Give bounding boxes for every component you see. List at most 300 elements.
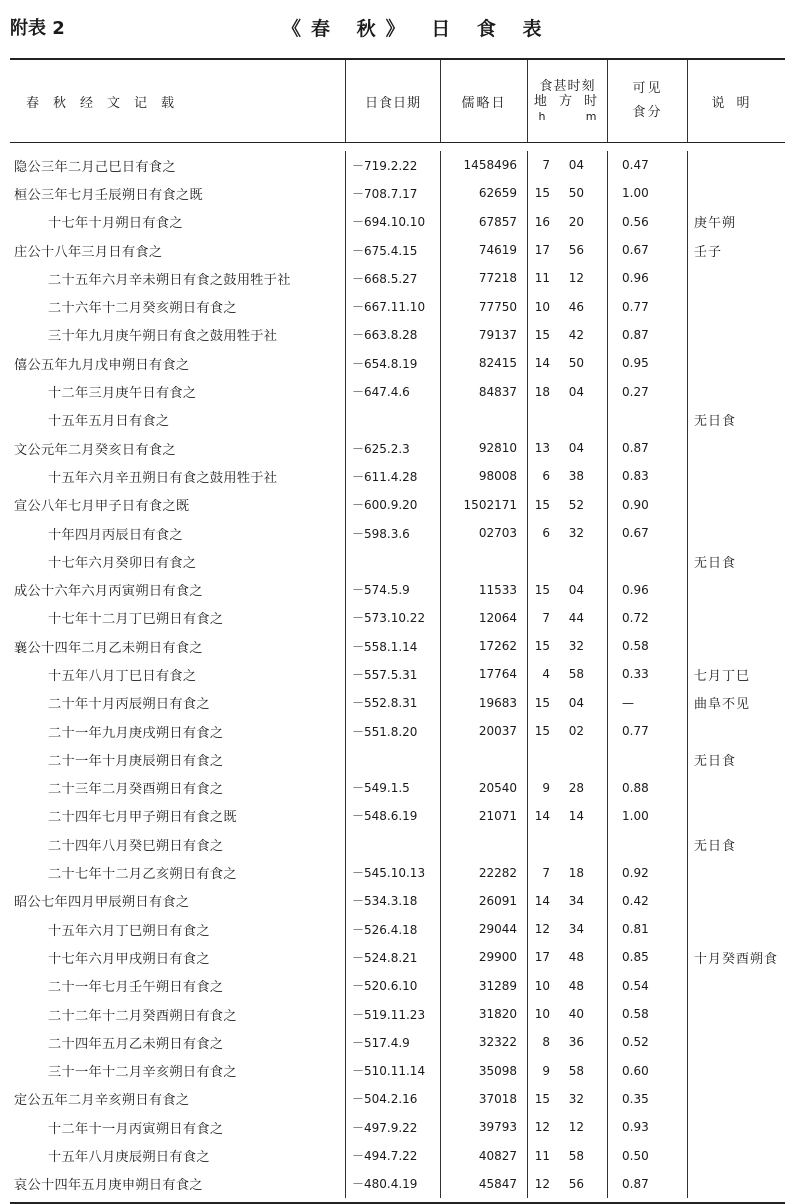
local-time-minute: 12 <box>568 271 584 286</box>
eclipse-table <box>10 58 785 1204</box>
record-text: 二十二年十二月癸酉朔日有食之 <box>48 1008 237 1024</box>
record-text: 十二年三月庚午日有食之 <box>48 386 197 402</box>
julian-day: 32322 <box>440 1028 527 1056</box>
table-row <box>10 1141 785 1169</box>
magnitude: 0.85 <box>607 943 687 971</box>
eclipse-date: －526.4.18 <box>345 915 440 943</box>
local-time-minute: 04 <box>568 695 584 710</box>
magnitude: 0.33 <box>607 660 687 688</box>
julian-day <box>440 745 527 773</box>
magnitude: 0.58 <box>607 632 687 660</box>
local-time-hour: 13 <box>534 441 550 456</box>
local-time-hour: 14 <box>534 893 550 908</box>
table-row <box>10 519 785 547</box>
note <box>687 377 785 405</box>
magnitude: 0.47 <box>607 151 687 179</box>
local-time-minute: 58 <box>568 1063 584 1078</box>
table-row <box>10 943 785 971</box>
eclipse-date: －574.5.9 <box>345 575 440 603</box>
eclipse-date: －558.1.14 <box>345 632 440 660</box>
eclipse-date: －719.2.22 <box>345 151 440 179</box>
local-time-hour: 15 <box>534 724 550 739</box>
table-row <box>10 236 785 264</box>
table-row <box>10 462 785 490</box>
record-text: 十七年十二月丁巳朔日有食之 <box>48 612 224 628</box>
magnitude: 0.96 <box>607 264 687 292</box>
local-time <box>527 1085 607 1113</box>
eclipse-date: －573.10.22 <box>345 604 440 632</box>
eclipse-date: －480.4.19 <box>345 1170 440 1198</box>
julian-day: 22282 <box>440 858 527 886</box>
local-time <box>527 1028 607 1056</box>
eclipse-date: －519.11.23 <box>345 1000 440 1028</box>
local-time-hour: 16 <box>534 214 550 229</box>
magnitude: 0.87 <box>607 434 687 462</box>
record-text: 二十七年十二月乙亥朔日有食之 <box>48 867 237 883</box>
note <box>687 349 785 377</box>
local-time-minute: 52 <box>568 497 584 512</box>
table-row <box>10 179 785 207</box>
julian-day: 19683 <box>440 689 527 717</box>
local-time <box>527 321 607 349</box>
local-time-hour: 9 <box>542 1063 550 1078</box>
note: 壬子 <box>687 236 785 264</box>
julian-day: 02703 <box>440 519 527 547</box>
eclipse-date <box>345 830 440 858</box>
local-time-hour: 15 <box>534 695 550 710</box>
magnitude: 1.00 <box>607 179 687 207</box>
local-time-hour: 10 <box>534 1007 550 1022</box>
julian-day: 98008 <box>440 462 527 490</box>
eclipse-date: －504.2.16 <box>345 1085 440 1113</box>
julian-day: 67857 <box>440 208 527 236</box>
record-text: 文公元年二月癸亥日有食之 <box>14 442 176 458</box>
local-time-hour: 7 <box>542 158 550 173</box>
record-text: 二十三年二月癸酉朔日有食之 <box>48 782 224 798</box>
local-time <box>527 547 607 575</box>
table-body <box>10 143 785 1202</box>
record-text: 十五年五月日有食之 <box>48 414 170 430</box>
eclipse-date: －654.8.19 <box>345 349 440 377</box>
table-row <box>10 349 785 377</box>
julian-day: 17262 <box>440 632 527 660</box>
magnitude: 1.00 <box>607 802 687 830</box>
record-text: 十七年六月甲戌朔日有食之 <box>48 951 210 967</box>
magnitude: 0.96 <box>607 575 687 603</box>
header-time-line1: 食甚时刻 <box>539 78 596 94</box>
local-time-hour: 12 <box>534 1120 550 1135</box>
eclipse-date: －524.8.21 <box>345 943 440 971</box>
note: 无日食 <box>687 745 785 773</box>
record-text: 襄公十四年二月乙未朔日有食之 <box>14 640 203 656</box>
local-time <box>527 264 607 292</box>
julian-day: 79137 <box>440 321 527 349</box>
table-row <box>10 208 785 236</box>
local-time-minute: 58 <box>568 667 584 682</box>
table-row <box>10 406 785 434</box>
magnitude: 0.58 <box>607 1000 687 1028</box>
table-row <box>10 1057 785 1085</box>
record-text: 哀公十四年五月庚申朔日有食之 <box>14 1178 203 1194</box>
eclipse-date: －549.1.5 <box>345 774 440 802</box>
local-time <box>527 689 607 717</box>
local-time <box>527 632 607 660</box>
note <box>687 604 785 632</box>
local-time-minute: 18 <box>568 865 584 880</box>
julian-day <box>440 547 527 575</box>
local-time-hour: 17 <box>534 950 550 965</box>
record-text: 庄公十八年三月日有食之 <box>14 244 163 260</box>
record-text: 二十年十月丙辰朔日有食之 <box>48 697 210 713</box>
julian-day: 40827 <box>440 1141 527 1169</box>
note: 曲阜不见 <box>687 689 785 717</box>
record-text: 二十一年九月庚戌朔日有食之 <box>48 725 224 741</box>
magnitude: 0.52 <box>607 1028 687 1056</box>
local-time-minute: 04 <box>568 441 584 456</box>
local-time-hour: 8 <box>542 1035 550 1050</box>
table-row <box>10 1000 785 1028</box>
local-time-minute: 32 <box>568 526 584 540</box>
eclipse-date: －557.5.31 <box>345 660 440 688</box>
magnitude: — <box>607 689 687 717</box>
appendix-label: 附表 2 <box>10 18 65 39</box>
julian-day: 84837 <box>440 377 527 405</box>
table-header <box>10 60 785 143</box>
julian-day: 82415 <box>440 349 527 377</box>
julian-day: 74619 <box>440 236 527 264</box>
header-mag-line2: 食分 <box>632 105 663 120</box>
local-time <box>527 179 607 207</box>
local-time-minute: 34 <box>568 922 584 937</box>
magnitude <box>607 745 687 773</box>
local-time <box>527 858 607 886</box>
magnitude: 0.27 <box>607 377 687 405</box>
local-time-minute: 50 <box>568 356 584 371</box>
record-text: 宣公八年七月甲子日有食之既 <box>14 499 190 515</box>
eclipse-date: －517.4.9 <box>345 1028 440 1056</box>
local-time <box>527 972 607 1000</box>
magnitude: 0.93 <box>607 1113 687 1141</box>
local-time-hour: 15 <box>534 639 550 654</box>
record-text: 十七年十月朔日有食之 <box>48 216 183 232</box>
local-time-hour: 10 <box>534 299 550 314</box>
julian-day: 31289 <box>440 972 527 1000</box>
local-time <box>527 462 607 490</box>
record-text: 十五年六月辛丑朔日有食之鼓用牲于社 <box>48 470 278 486</box>
eclipse-date: －494.7.22 <box>345 1141 440 1169</box>
local-time-minute: 40 <box>568 1007 584 1022</box>
magnitude: 0.90 <box>607 491 687 519</box>
record-text: 定公五年二月辛亥朔日有食之 <box>14 1093 190 1109</box>
table-row <box>10 830 785 858</box>
local-time <box>527 745 607 773</box>
local-time-minute: 32 <box>568 1091 584 1106</box>
magnitude <box>607 406 687 434</box>
note <box>687 1113 785 1141</box>
eclipse-date: －510.11.14 <box>345 1057 440 1085</box>
header-time-m: m <box>585 109 597 123</box>
eclipse-date: －551.8.20 <box>345 717 440 745</box>
local-time <box>527 292 607 320</box>
eclipse-date <box>345 547 440 575</box>
magnitude: 0.87 <box>607 321 687 349</box>
magnitude: 0.77 <box>607 292 687 320</box>
record-text: 二十六年十二月癸亥朔日有食之 <box>48 301 237 317</box>
julian-day <box>440 406 527 434</box>
note <box>687 972 785 1000</box>
local-time-minute: 46 <box>568 299 584 314</box>
eclipse-date: －647.4.6 <box>345 377 440 405</box>
local-time-minute: 58 <box>568 1148 584 1163</box>
eclipse-date: －497.9.22 <box>345 1113 440 1141</box>
note <box>687 1141 785 1169</box>
magnitude: 0.50 <box>607 1141 687 1169</box>
local-time-hour: 4 <box>542 667 550 682</box>
local-time <box>527 830 607 858</box>
note <box>687 802 785 830</box>
magnitude: 0.88 <box>607 774 687 802</box>
table-row <box>10 689 785 717</box>
julian-day: 29900 <box>440 943 527 971</box>
note <box>687 179 785 207</box>
record-text: 十二年十一月丙寅朔日有食之 <box>48 1121 224 1137</box>
local-time-minute: 44 <box>568 610 584 625</box>
magnitude: 0.60 <box>607 1057 687 1085</box>
table-row <box>10 632 785 660</box>
note <box>687 632 785 660</box>
eclipse-date: －520.6.10 <box>345 972 440 1000</box>
header-julian-day: 儒略日 <box>440 60 527 142</box>
magnitude: 0.81 <box>607 915 687 943</box>
local-time-minute: 28 <box>568 780 584 795</box>
note <box>687 1028 785 1056</box>
julian-day: 77750 <box>440 292 527 320</box>
local-time-minute: 48 <box>568 950 584 965</box>
magnitude: 0.42 <box>607 887 687 915</box>
local-time-hour: 15 <box>534 582 550 597</box>
local-time-minute: 34 <box>568 893 584 908</box>
local-time <box>527 774 607 802</box>
eclipse-date: －625.2.3 <box>345 434 440 462</box>
local-time-hour: 11 <box>534 1148 550 1163</box>
record-text: 隐公三年二月己巳日有食之 <box>14 159 176 175</box>
magnitude <box>607 830 687 858</box>
record-text: 桓公三年七月壬辰朔日有食之既 <box>14 187 203 203</box>
local-time <box>527 377 607 405</box>
eclipse-date: －668.5.27 <box>345 264 440 292</box>
table-row <box>10 887 785 915</box>
note <box>687 1170 785 1198</box>
julian-day: 21071 <box>440 802 527 830</box>
table-row <box>10 660 785 688</box>
table-row <box>10 774 785 802</box>
local-time-minute: 04 <box>568 582 584 597</box>
record-text: 二十一年十月庚辰朔日有食之 <box>48 753 224 769</box>
local-time-hour: 7 <box>542 610 550 625</box>
note: 七月丁巳 <box>687 660 785 688</box>
eclipse-date: －534.3.18 <box>345 887 440 915</box>
note: 十月癸酉朔食 <box>687 943 785 971</box>
note <box>687 462 785 490</box>
note <box>687 491 785 519</box>
local-time-hour: 12 <box>534 1176 550 1191</box>
julian-day: 17764 <box>440 660 527 688</box>
local-time-hour: 15 <box>534 1091 550 1106</box>
local-time-hour: 6 <box>542 526 550 540</box>
header-time-line2: 地 方 时 <box>533 93 602 109</box>
julian-day: 20540 <box>440 774 527 802</box>
local-time-minute: 56 <box>568 1176 584 1191</box>
note <box>687 434 785 462</box>
table-row <box>10 1113 785 1141</box>
julian-day: 92810 <box>440 434 527 462</box>
record-text: 二十五年六月辛未朔日有食之鼓用牲于社 <box>48 272 291 288</box>
local-time <box>527 660 607 688</box>
local-time-minute: 38 <box>568 469 584 484</box>
table-row <box>10 745 785 773</box>
note <box>687 1057 785 1085</box>
magnitude: 0.54 <box>607 972 687 1000</box>
local-time <box>527 1000 607 1028</box>
magnitude: 0.77 <box>607 717 687 745</box>
local-time-hour: 10 <box>534 978 550 993</box>
table-row <box>10 604 785 632</box>
local-time <box>527 1113 607 1141</box>
note <box>687 858 785 886</box>
local-time-hour: 18 <box>534 384 550 399</box>
record-text: 二十一年七月壬午朔日有食之 <box>48 980 224 996</box>
header-record: 春秋经文记载 <box>26 95 189 111</box>
local-time-hour: 15 <box>534 327 550 342</box>
eclipse-date: －611.4.28 <box>345 462 440 490</box>
julian-day: 31820 <box>440 1000 527 1028</box>
eclipse-date: －598.3.6 <box>345 519 440 547</box>
note <box>687 717 785 745</box>
local-time-minute: 48 <box>568 978 584 993</box>
table-row <box>10 434 785 462</box>
record-text: 三十年九月庚午朔日有食之鼓用牲于社 <box>48 329 278 345</box>
local-time <box>527 1170 607 1198</box>
local-time <box>527 519 607 547</box>
eclipse-date: －708.7.17 <box>345 179 440 207</box>
local-time <box>527 915 607 943</box>
header-mag-line1: 可见 <box>632 81 663 96</box>
local-time-hour: 15 <box>534 186 550 201</box>
local-time <box>527 349 607 377</box>
note <box>687 575 785 603</box>
note: 无日食 <box>687 406 785 434</box>
local-time-minute: 56 <box>568 243 584 258</box>
record-text: 十五年六月丁巳朔日有食之 <box>48 923 210 939</box>
local-time <box>527 604 607 632</box>
header-time-units <box>539 109 597 124</box>
julian-day: 39793 <box>440 1113 527 1141</box>
note <box>687 292 785 320</box>
eclipse-date: －663.8.28 <box>345 321 440 349</box>
local-time-minute: 42 <box>568 327 584 342</box>
note: 无日食 <box>687 830 785 858</box>
julian-day: 20037 <box>440 717 527 745</box>
record-text: 僖公五年九月戊申朔日有食之 <box>14 357 190 373</box>
header-local-time <box>527 60 607 142</box>
local-time <box>527 434 607 462</box>
local-time-minute: 32 <box>568 639 584 654</box>
local-time <box>527 236 607 264</box>
julian-day: 26091 <box>440 887 527 915</box>
table-row <box>10 858 785 886</box>
note <box>687 321 785 349</box>
local-time <box>527 151 607 179</box>
local-time-hour: 7 <box>542 865 550 880</box>
local-time <box>527 802 607 830</box>
magnitude: 0.35 <box>607 1085 687 1113</box>
note <box>687 264 785 292</box>
local-time <box>527 943 607 971</box>
record-text: 二十四年五月乙未朔日有食之 <box>48 1036 224 1052</box>
record-text: 二十四年七月甲子朔日有食之既 <box>48 810 237 826</box>
table-title: 《春 秋》 日 食 表 <box>282 18 552 40</box>
local-time-minute: 20 <box>568 214 584 229</box>
record-text: 昭公七年四月甲辰朔日有食之 <box>14 895 190 911</box>
magnitude: 0.67 <box>607 519 687 547</box>
table-row <box>10 377 785 405</box>
record-text: 十五年八月庚辰朔日有食之 <box>48 1150 210 1166</box>
local-time <box>527 717 607 745</box>
header-magnitude <box>607 60 687 142</box>
table-row <box>10 321 785 349</box>
record-text: 二十四年八月癸巳朔日有食之 <box>48 838 224 854</box>
record-text: 十年四月丙辰日有食之 <box>48 527 183 543</box>
eclipse-date: －548.6.19 <box>345 802 440 830</box>
table-row <box>10 1028 785 1056</box>
local-time-minute: 14 <box>568 808 584 823</box>
note <box>687 1000 785 1028</box>
julian-day <box>440 830 527 858</box>
magnitude: 0.67 <box>607 236 687 264</box>
eclipse-date: －545.10.13 <box>345 858 440 886</box>
table-row <box>10 972 785 1000</box>
local-time-hour: 17 <box>534 243 550 258</box>
local-time-minute: 12 <box>568 1120 584 1135</box>
local-time <box>527 406 607 434</box>
table-row <box>10 151 785 179</box>
local-time-minute: 36 <box>568 1035 584 1050</box>
table-row <box>10 575 785 603</box>
local-time-hour: 15 <box>534 497 550 512</box>
julian-day: 29044 <box>440 915 527 943</box>
header-date: 日食日期 <box>345 60 440 142</box>
table-row <box>10 1085 785 1113</box>
julian-day: 11533 <box>440 575 527 603</box>
julian-day: 77218 <box>440 264 527 292</box>
julian-day: 1502171 <box>440 491 527 519</box>
local-time <box>527 208 607 236</box>
eclipse-date <box>345 406 440 434</box>
eclipse-date: －552.8.31 <box>345 689 440 717</box>
magnitude: 0.56 <box>607 208 687 236</box>
table-row <box>10 491 785 519</box>
table-row <box>10 802 785 830</box>
note <box>687 519 785 547</box>
eclipse-date <box>345 745 440 773</box>
local-time-minute: 02 <box>568 724 584 739</box>
magnitude <box>607 547 687 575</box>
eclipse-date: －675.4.15 <box>345 236 440 264</box>
note <box>687 1085 785 1113</box>
magnitude: 0.83 <box>607 462 687 490</box>
note <box>687 915 785 943</box>
note <box>687 151 785 179</box>
